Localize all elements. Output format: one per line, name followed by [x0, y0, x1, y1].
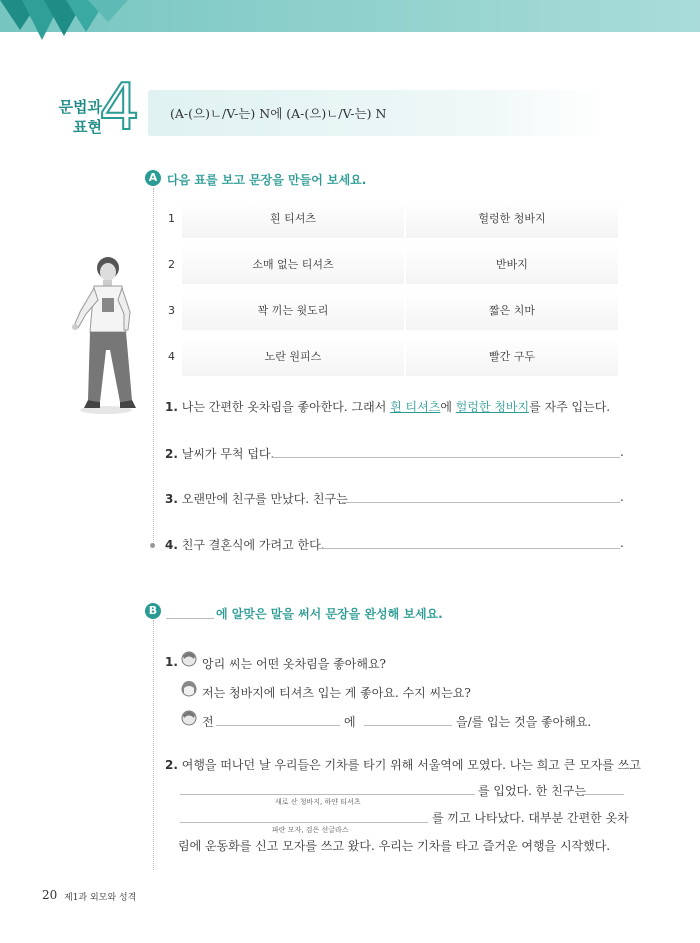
instruction-blank-sample	[166, 604, 214, 619]
table-cell: 흰 티셔츠	[182, 200, 404, 238]
section-a-instruction: 다음 표를 보고 문장을 만들어 보세요.	[167, 173, 367, 187]
dialog-number: 1.	[165, 655, 178, 669]
row-number: 4	[168, 350, 175, 363]
section-b-guide-line	[153, 620, 154, 870]
dialog-line-3-end: 을/를 입는 것을 좋아해요.	[456, 715, 592, 729]
table-row	[158, 338, 618, 376]
page-number: 20	[42, 888, 58, 902]
table-row	[158, 292, 618, 330]
grammar-label	[50, 97, 102, 137]
row-number: 1	[168, 212, 175, 225]
grammar-label-line2: 표현	[73, 118, 102, 136]
example-answer: 흰 티셔츠	[390, 400, 441, 414]
example-answer: 헐렁한 청바지	[455, 400, 530, 414]
answer-blank[interactable]	[582, 780, 624, 795]
paragraph-line-4: 림에 운동화를 신고 모자를 쓰고 왔다. 우리는 기차를 타고 즐거운 여행을 시작했다.	[178, 839, 611, 853]
question-a3: 3. 오랜만에 친구를 만났다. 친구는	[165, 492, 348, 506]
answer-blank[interactable]	[318, 532, 620, 549]
guide-dot	[150, 543, 155, 548]
table-cell: 노란 원피스	[182, 338, 404, 376]
person-illustration	[66, 250, 142, 415]
hint-text-1: 새로 산 청바지, 하얀 티셔츠	[275, 798, 361, 806]
section-a-guide-line	[153, 188, 154, 548]
row-number: 2	[168, 258, 175, 271]
paragraph-line-3: 를 끼고 나타났다. 대부분 간편한 옷차	[432, 811, 629, 825]
table-cell: 짧은 치마	[406, 292, 618, 330]
answer-blank[interactable]	[364, 710, 452, 726]
table-row	[158, 200, 618, 238]
grammar-pattern: (A-(으)ㄴ/V-는) N에 (A-(으)ㄴ/V-는) N	[170, 106, 387, 121]
section-b-instruction: 에 알맞은 말을 써서 문장을 완성해 보세요.	[216, 607, 443, 621]
answer-blank[interactable]	[216, 710, 340, 726]
section-a-badge: A	[145, 170, 161, 186]
table-cell: 꽉 끼는 윗도리	[182, 292, 404, 330]
table-cell: 빨간 구두	[406, 338, 618, 376]
triangle-decoration	[0, 0, 130, 44]
question-a1: 1. 나는 간편한 옷차림을 좋아한다. 그래서 흰 티셔츠에 헐렁한 청바지를 자주 입는다.	[165, 400, 611, 414]
answer-blank[interactable]	[342, 486, 620, 503]
table-cell: 헐렁한 청바지	[406, 200, 618, 238]
speaker-icon-female	[180, 680, 198, 698]
paragraph-line-1: 2. 여행을 떠나던 날 우리들은 기차를 타기 위해 서울역에 모였다. 나는 희고 큰 모자를 쓰고	[165, 758, 641, 772]
period: .	[620, 536, 624, 550]
speaker-icon-male	[180, 650, 198, 668]
table-cell: 반바지	[406, 246, 618, 284]
question-a4: 4. 친구 결혼식에 가려고 한다.	[165, 538, 325, 552]
dialog-line-1: 앙리 씨는 어떤 옷차림을 좋아해요?	[202, 657, 386, 671]
hint-text-2: 파란 모자, 검은 선글라스	[272, 826, 349, 834]
answer-blank[interactable]	[180, 780, 475, 795]
answer-blank[interactable]	[272, 441, 620, 458]
period: .	[620, 445, 624, 459]
answer-blank[interactable]	[180, 808, 428, 823]
dialog-line-3-particle: 에	[344, 715, 356, 729]
section-b-badge: B	[145, 603, 161, 619]
question-a2: 2. 날씨가 무척 덥다.	[165, 447, 275, 461]
grammar-label-line1: 문법과	[58, 98, 102, 116]
table-cell: 소매 없는 티셔츠	[182, 246, 404, 284]
paragraph-line-2: 를 입었다. 한 친구는	[478, 784, 586, 798]
grammar-number: 4	[99, 71, 140, 145]
dialog-line-2: 저는 청바지에 티셔츠 입는 게 좋아요. 수지 씨는요?	[202, 686, 471, 700]
period: .	[620, 490, 624, 504]
table-row	[158, 246, 618, 284]
row-number: 3	[168, 304, 175, 317]
chapter-title: 제1과 외모와 성격	[64, 893, 137, 903]
dialog-line-3-start: 전	[202, 715, 214, 729]
speaker-icon-male	[180, 709, 198, 727]
